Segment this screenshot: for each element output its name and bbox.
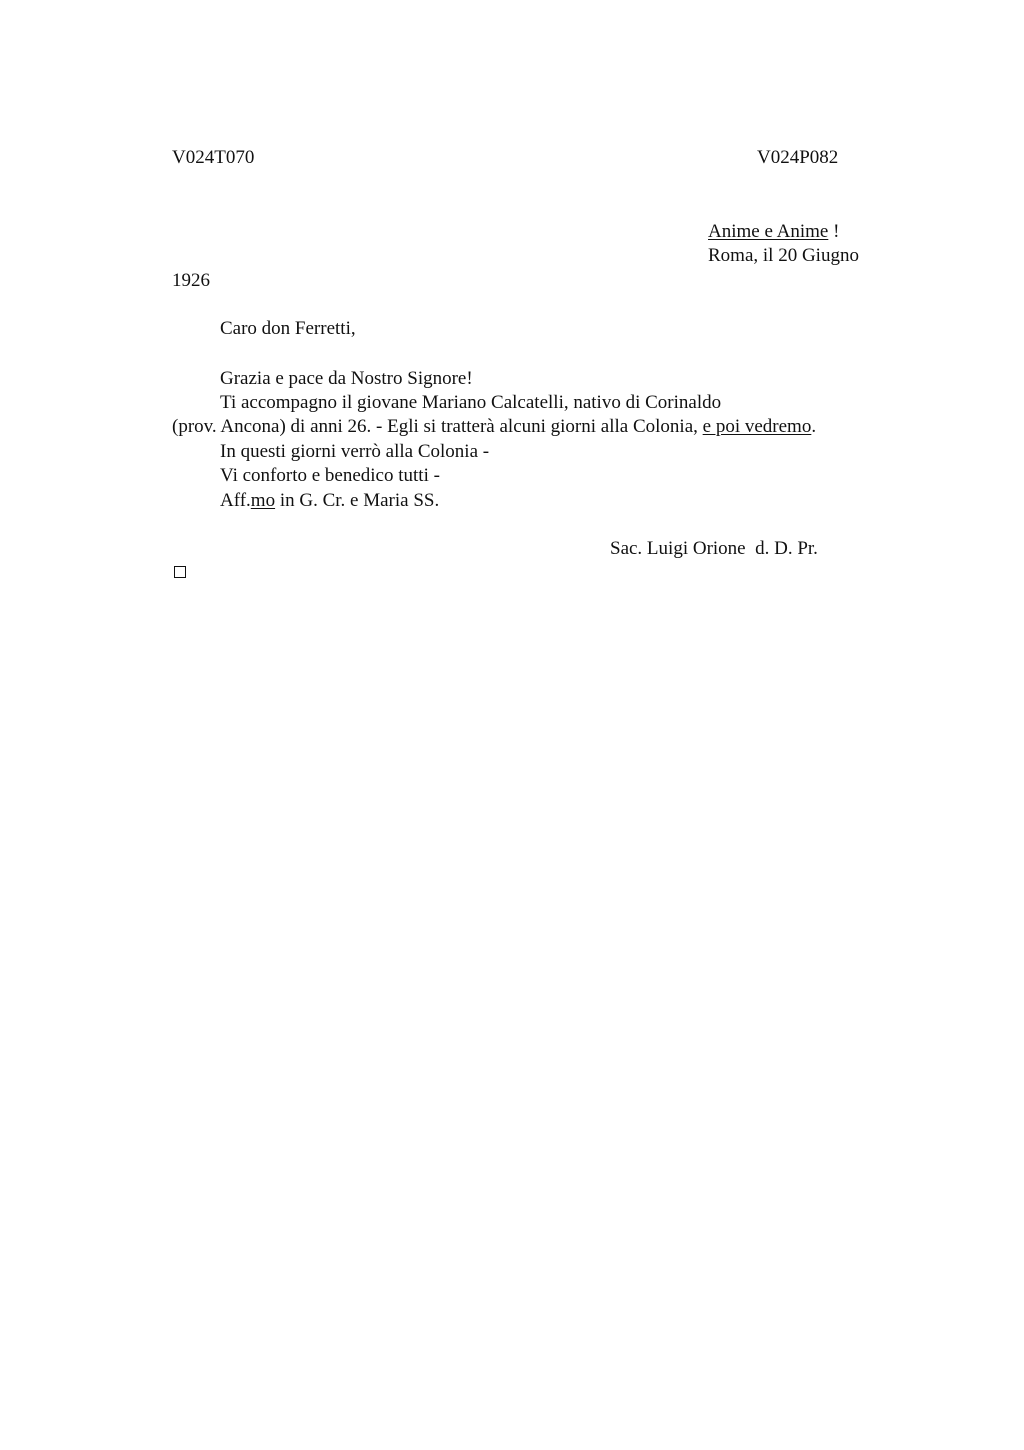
closing-end: in G. Cr. e Maria SS. [275,490,440,511]
motto [708,220,839,244]
body-line-1: Ti accompagno il giovane Mariano Calcatelli, nativo di Corinaldo [220,392,722,413]
greeting: Grazia e pace da Nostro Signore! [220,368,473,389]
right-document-code: V024P082 [757,147,839,168]
closing-underlined: mo [250,490,276,511]
signature: Sac. Luigi Orione d. D. Pr. [610,538,818,559]
closing-line [220,489,439,513]
body-line-2-end: . [811,416,817,437]
end-marker-square-icon [174,566,186,578]
body-line-4: Vi conforto e benedico tutti - [220,465,440,486]
body-line-2-start: (prov. Ancona) di anni 26. - Egli si tratterà alcuni giorni alla Colonia, [172,416,703,437]
body-line-2-underlined: e poi vedremo [702,416,812,437]
place-date: Roma, il 20 Giugno [708,245,859,266]
closing-start: Aff. [220,490,251,511]
body-line-2 [172,415,816,439]
left-document-code: V024T070 [172,147,255,168]
body-line-3: In questi giorni verrò alla Colonia - [220,441,490,462]
salutation: Caro don Ferretti, [220,318,356,339]
motto-tail: ! [828,221,840,242]
motto-underlined-text: Anime e Anime [708,221,829,242]
year: 1926 [172,270,210,291]
